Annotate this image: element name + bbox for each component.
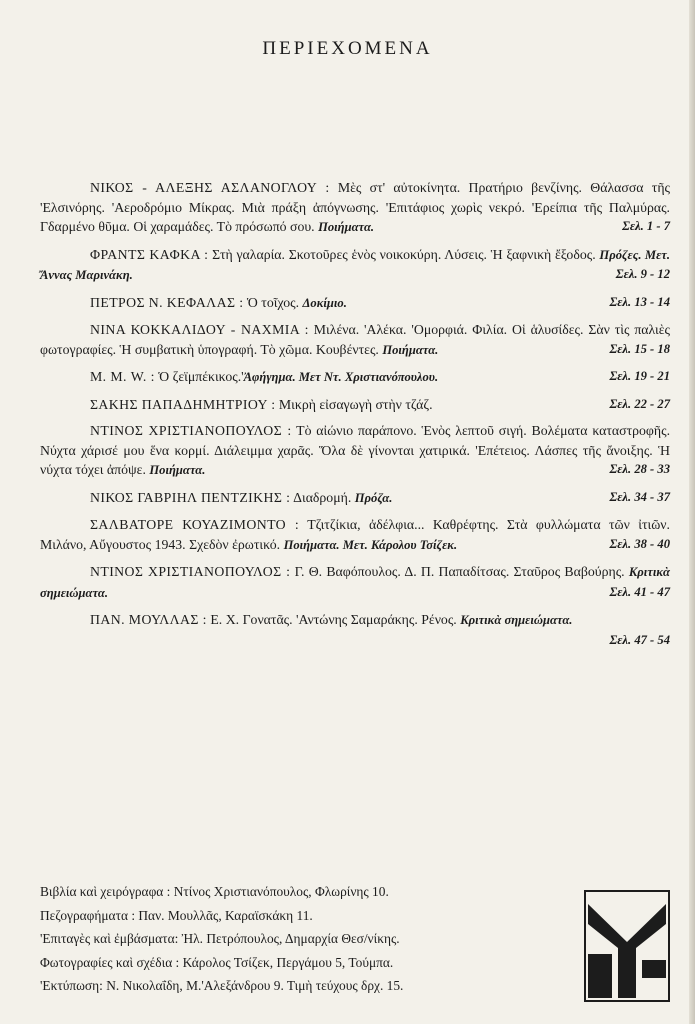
- entry-pages: Σελ. 1 - 7: [622, 219, 670, 233]
- entry-works: Διαδρομή.: [293, 489, 352, 505]
- entry-author: ΣΑΚΗΣ ΠΑΠΑΔΗΜΗΤΡΙΟΥ :: [90, 396, 276, 412]
- entry-works: Τζιτζίκια, ἀδέλφια... Καθρέφτης. Στὰ φυλλώματα τῶν ἰτιῶν. Μιλάνο, Αὔγουστος 1943. Σχεδὸν ἐρωτικό.: [40, 517, 670, 552]
- entry-works: Ε. Χ. Γονατᾶς. 'Αντώνης Σαμαράκης. Ρένος.: [210, 612, 457, 627]
- entry-genre: Ἀφήγημα. Μετ Ντ. Χριστιανόπουλου.: [243, 370, 439, 384]
- entry-genre: Πρόζες. Μετ. Ἄννας Μαρινάκη.: [40, 247, 671, 282]
- colophon-line: Φωτογραφίες καὶ σχέδια : Κάρολος Τσίζεκ, Περγάμου 5, Τούμπα.: [40, 954, 394, 970]
- entry-works: Γ. Θ. Βαφόπουλος. Δ. Π. Παπαδίτσας. Σταῦρος Βαβούρης.: [294, 564, 625, 579]
- colophon-line: 'Εκτύπωση: Ν. Νικολαΐδη, Μ.'Αλεξάνδρου 9. Τιμὴ τεύχους δρχ. 15.: [40, 978, 404, 993]
- entry-works: Μιλένα. 'Αλέκα. 'Ομορφιά. Φιλία. Οἱ ἁλυσίδες. Σὰν τὶς παλιὲς φωτογραφίες. Ἡ συμβατικὴ ὑπογραφή. Τὸ χῶμα. Κουβέντες.: [40, 322, 670, 357]
- colophon-line: 'Επιταγὲς καὶ ἐμβάσματα: Ἠλ. Πετρόπουλος, Δημαρχία Θεσ/νίκης.: [40, 931, 400, 946]
- toc-entry: [40, 562, 670, 603]
- entry-works: Ὁ ζεϊμπέκικος.': [158, 369, 244, 384]
- entry-pages: Σελ. 28 - 33: [609, 462, 670, 476]
- entry-author: ΣΑΛΒΑΤΟΡΕ ΚΟΥΑΖΙΜΟΝΤΟ :: [90, 517, 300, 532]
- entry-genre: Ποιήματα. Μετ. Κάρολου Τσίζεκ.: [283, 537, 458, 552]
- entry-pages: Σελ. 15 - 18: [609, 341, 670, 356]
- entry-author: ΝΙΚΟΣ ΓΑΒΡΙΗΛ ΠΕΝΤΖΙΚΗΣ :: [90, 489, 291, 505]
- toc-entry: [40, 488, 670, 509]
- entry-genre: Κριτικὰ σημειώματα.: [40, 565, 670, 600]
- entry-pages: Σελ. 41 - 47: [609, 584, 670, 599]
- toc-entry: [40, 178, 670, 238]
- toc-entry: [40, 610, 670, 647]
- entry-works: Μικρὴ εἰσαγωγὴ στὴν τζάζ.: [278, 396, 433, 412]
- entry-pages: Σελ. 34 - 37: [609, 489, 670, 504]
- toc-entry: [40, 421, 670, 481]
- page-title: ΠΕΡΙΕΧΟΜΕΝΑ: [262, 38, 433, 59]
- colophon: [40, 880, 580, 998]
- entry-author: Μ. Μ. W. :: [90, 369, 155, 384]
- entry-works: Μὲς στ' αὐτοκίνητα. Πρατήριο βενζίνης. Θάλασσα τῆς 'Ελσινόρης. 'Αεροδρόμιο Μίκρας. Μιὰ πράξη ἀπόγνωσης. 'Επιτάφιος χωρὶς νεκρό. 'Ερείπια τῆς Παλμύρας. Γδαρμένο θῦμα. Οἱ χαραμάδες. Τὸ πρόσωπό σου.: [40, 180, 670, 234]
- entry-genre: Κριτικὰ σημειώματα.: [460, 613, 573, 627]
- entry-genre: Πρόζα.: [354, 490, 393, 505]
- toc-entry: [40, 245, 670, 286]
- entry-author: ΠΑΝ. ΜΟΥΛΛΑΣ :: [90, 612, 207, 627]
- entry-genre: Ποιήματα.: [382, 342, 439, 357]
- toc-entry: [40, 320, 670, 360]
- entry-pages: Σελ. 19 - 21: [609, 369, 670, 383]
- entry-works: Στὴ γαλαρία. Σκοτοῦρες ἑνὸς νοικοκύρη. Λύσεις. Ἡ ξαφνικὴ ἔξοδος.: [212, 246, 596, 262]
- entry-author: ΝΙΝΑ ΚΟΚΚΑΛΙΔΟΥ - ΝΑΧΜΙΑ :: [90, 322, 309, 337]
- colophon-line: Βιβλία καὶ χειρόγραφα : Ντίνος Χριστιανόπουλος, Φλωρίνης 10.: [40, 884, 389, 899]
- entry-author: ΝΤΙΝΟΣ ΧΡΙΣΤΙΑΝΟΠΟΥΛΟΣ :: [90, 423, 292, 438]
- colophon-line: Πεζογραφήματα : Παν. Μουλλᾶς, Καραϊσκάκη 11.: [40, 907, 313, 923]
- publisher-logo-icon: [584, 890, 670, 1002]
- entry-author: ΦΡΑΝΤΣ ΚΑΦΚΑ :: [90, 246, 209, 262]
- entry-pages: Σελ. 47 - 54: [609, 632, 670, 647]
- entry-works: Ὁ τοῖχος.: [246, 294, 300, 310]
- toc-entry: [40, 515, 670, 555]
- entry-author: ΠΕΤΡΟΣ Ν. ΚΕΦΑΛΑΣ :: [90, 294, 244, 310]
- table-of-contents: [40, 178, 670, 650]
- entry-pages: Σελ. 13 - 14: [609, 294, 670, 309]
- page-spine-shadow: [689, 0, 695, 1024]
- entry-author: ΝΤΙΝΟΣ ΧΡΙΣΤΙΑΝΟΠΟΥΛΟΣ :: [90, 564, 291, 579]
- entry-pages: Σελ. 38 - 40: [609, 536, 670, 551]
- toc-entry: [40, 395, 670, 415]
- entry-genre: Ποιήματα.: [149, 463, 206, 477]
- entry-works: Τὸ αἰώνιο παράπονο. Ἑνὸς λεπτοῦ σιγή. Βολέματα καταστροφῆς. Νύχτα χάρισέ μου ἕνα κορμί. Διάλειμμα χαρᾶς. Ὅλα δὲ γίνονται χατιρικά. 'Επέτειος. Λάσπες τῆς ἄνοιξης. Ἡ νύχτα τόχει ἀπόψε.: [40, 423, 671, 477]
- entry-genre: Δοκίμιο.: [302, 295, 347, 310]
- entry-genre: Ποιήματα.: [318, 220, 375, 234]
- entry-pages: Σελ. 9 - 12: [615, 267, 670, 281]
- toc-entry: [40, 367, 670, 388]
- entry-author: ΝΙΚΟΣ - ΑΛΕΞΗΣ ΑΣΛΑΝΟΓΛΟΥ :: [90, 180, 330, 195]
- toc-entry: [40, 293, 670, 314]
- entry-pages: Σελ. 22 - 27: [609, 396, 670, 411]
